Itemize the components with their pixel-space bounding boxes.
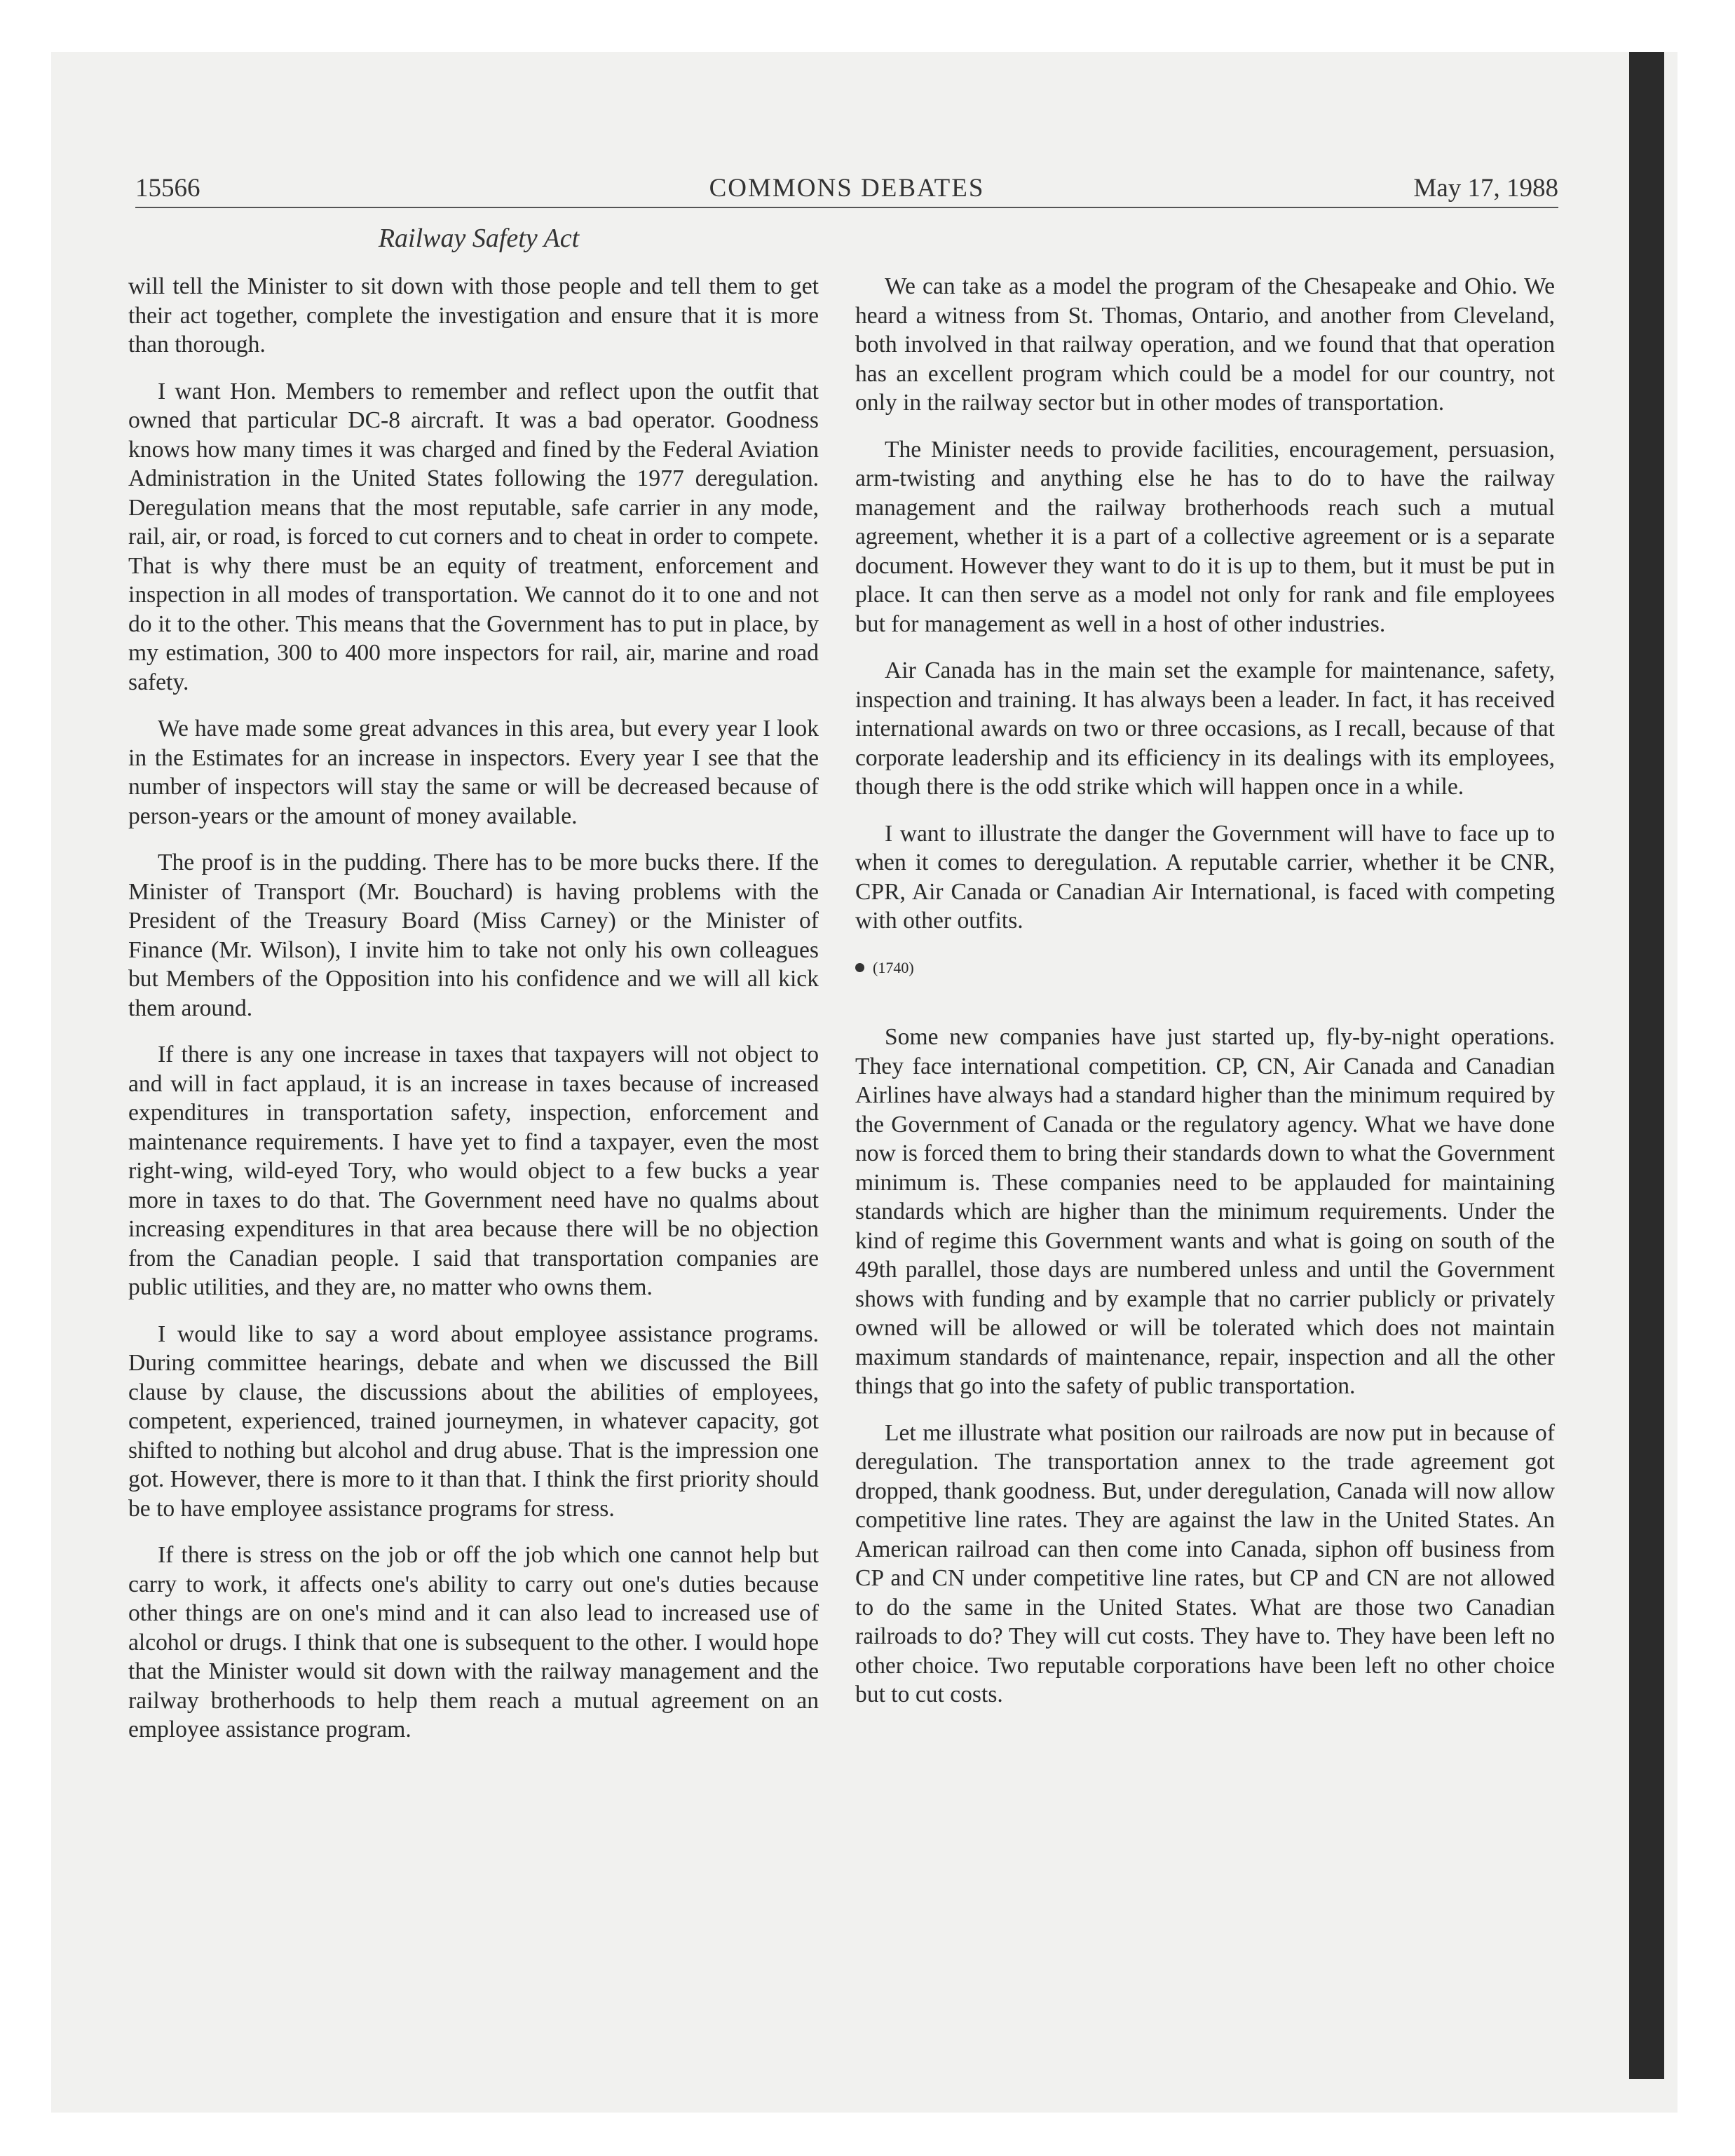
paragraph: will tell the Minister to sit down with those people and tell them to get their act together, complete the investigation and ensure that it is more than thorough. bbox=[128, 273, 819, 357]
paragraph: I want to illustrate the danger the Government will have to face up to when it comes to deregulation. A reputable carrier, whether it be CNR, CPR, Air Canada or Canadian Air International, is faced with competing with other outfits. bbox=[855, 820, 1555, 934]
paragraph: Some new companies have just started up, fly-by-night operations. They face international competition. CP, CN, Air Canada and Canadian Airlines have always had a standard higher than the minimum required by the Government of Canada or the regulatory agency. What we have done now is forced them to bring their standards down to what the Government minimum is. These companies need to be applauded for maintaining standards which are higher than the minimum requirements. Under the kind of regime this Government wants and what is going on south of the 49th parallel, those days are numbered unless and until the Government shows with funding and by example that no carrier publicly or privately owned will be allowed or will be tolerated which does not maintain maximum standards of maintenance, repair, inspection and all the other things that go into the safety of public transportation. bbox=[855, 1024, 1555, 1399]
time-marker-label: (1740) bbox=[873, 958, 914, 976]
subject-heading: Railway Safety Act bbox=[378, 224, 580, 253]
bullet-icon bbox=[855, 963, 864, 972]
paragraph: The proof is in the pudding. There has to be more bucks there. If the Minister of Transport (Mr. Bouchard) is having problems with the President of the Treasury Board (Miss Carney) or the Minister of Finance (Mr. Wilson), I invite him to take not only his own colleagues but Members of the Opposition into his confidence and we will all kick them around. bbox=[128, 850, 819, 1021]
paragraph: I want Hon. Members to remember and reflect upon the outfit that owned that particular DC-8 aircraft. It was a bad operator. Goodness knows how many times it was charged and fined by the Federal Aviation Administration in the United States following the 1977 deregulation. Deregulation means that the most reputable, safe carrier in any mode, rail, air, or road, is forced to cut corners and to cheat in order to compete. That is why there must be an equity of treatment, enforcement and inspection in all modes of transportation. We cannot do it to one and not do it to the other. This means that the Government has to put in place, by my estimation, 300 to 400 more inspectors for rail, air, marine and road safety. bbox=[128, 378, 819, 695]
publication-date: May 17, 1988 bbox=[1413, 174, 1558, 203]
paragraph: If there is stress on the job or off the job which one cannot help but carry to work, it affects one's ability to carry out one's duties because other things are on one's mind and it can also lead to increased use of alcohol or drugs. I think that one is subsequent to the other. I would hope that the Minister would sit down with the railway management and the railway brotherhoods to help them reach a mutual agreement on an employee assistance program. bbox=[128, 1542, 819, 1742]
paragraph: Air Canada has in the main set the example for maintenance, safety, inspection and training. It has always been a leader. In fact, it has received international awards on two or three occasions, as I recall, because of that corporate leadership and its efficiency in its dealings with its employees, though there is the odd strike which will happen once in a while. bbox=[855, 657, 1555, 800]
scan-edge-shadow bbox=[1629, 52, 1664, 2079]
time-marker bbox=[855, 953, 1555, 983]
left-column bbox=[128, 272, 819, 1762]
paragraph: The Minister needs to provide facilities, encouragement, persuasion, arm-twisting and anything else he has to do to have the railway management and the railway brotherhoods reach such a mutual agreement, whether it is a part of a collective agreement or is a separate document. However they want to do it is up to them, but it must be put in place. It can then serve as a model not only for rank and file employees but for management as well in a host of other industries. bbox=[855, 436, 1555, 637]
paragraph: We have made some great advances in this area, but every year I look in the Estimates for an increase in inspectors. Every year I see that the number of inspectors will stay the same or will be decreased because of person-years or the amount of money available. bbox=[128, 716, 819, 829]
paragraph: If there is any one increase in taxes that taxpayers will not object to and will in fact applaud, it is an increase in taxes because of increased expenditures in transportation safety, inspection, enforcement and maintenance requirements. I have yet to find a taxpayer, even the most right-wing, wild-eyed Tory, who would object to a few bucks a year more in taxes to do that. The Government need have no qualms about increasing expenditures in that area because there will be no objection from the Canadian people. I said that transportation companies are public utilities, and they are, no matter who owns them. bbox=[128, 1042, 819, 1300]
page-number: 15566 bbox=[135, 174, 200, 203]
paragraph: Let me illustrate what position our railroads are now put in because of deregulation. The transportation annex to the trade agreement got dropped, thank goodness. But, under deregulation, Canada will now allow competitive line rates. They are against the law in the United States. An American railroad can then come into Canada, siphon off business from CP and CN under competitive line rates, but CP and CN are not allowed to do the same in the United States. What are those two Canadian railroads to do? They will cut costs. They have to. They have been left no other choice. Two reputable corporations have been left no other choice but to cut costs. bbox=[855, 1419, 1555, 1707]
header-rule bbox=[135, 207, 1558, 208]
right-column bbox=[855, 272, 1555, 1727]
paragraph: I would like to say a word about employee assistance programs. During committee hearings, debate and when we discussed the Bill clause by clause, the discussions about the abilities of employees, competent, experienced, trained journeymen, in whatever capacity, got shifted to nothing but alcohol and drug abuse. That is the impression one got. However, there is more to it than that. I think the first priority should be to have employee assistance programs for stress. bbox=[128, 1321, 819, 1522]
publication-title: COMMONS DEBATES bbox=[709, 174, 985, 203]
paragraph: We can take as a model the program of the Chesapeake and Ohio. We heard a witness from St. Thomas, Ontario, and another from Cleveland, both involved in that railway operation, and we found that that operation has an excellent program which could be a model for our country, not only in the railway sector but in other modes of transportation. bbox=[855, 273, 1555, 416]
page-header bbox=[135, 173, 1558, 208]
